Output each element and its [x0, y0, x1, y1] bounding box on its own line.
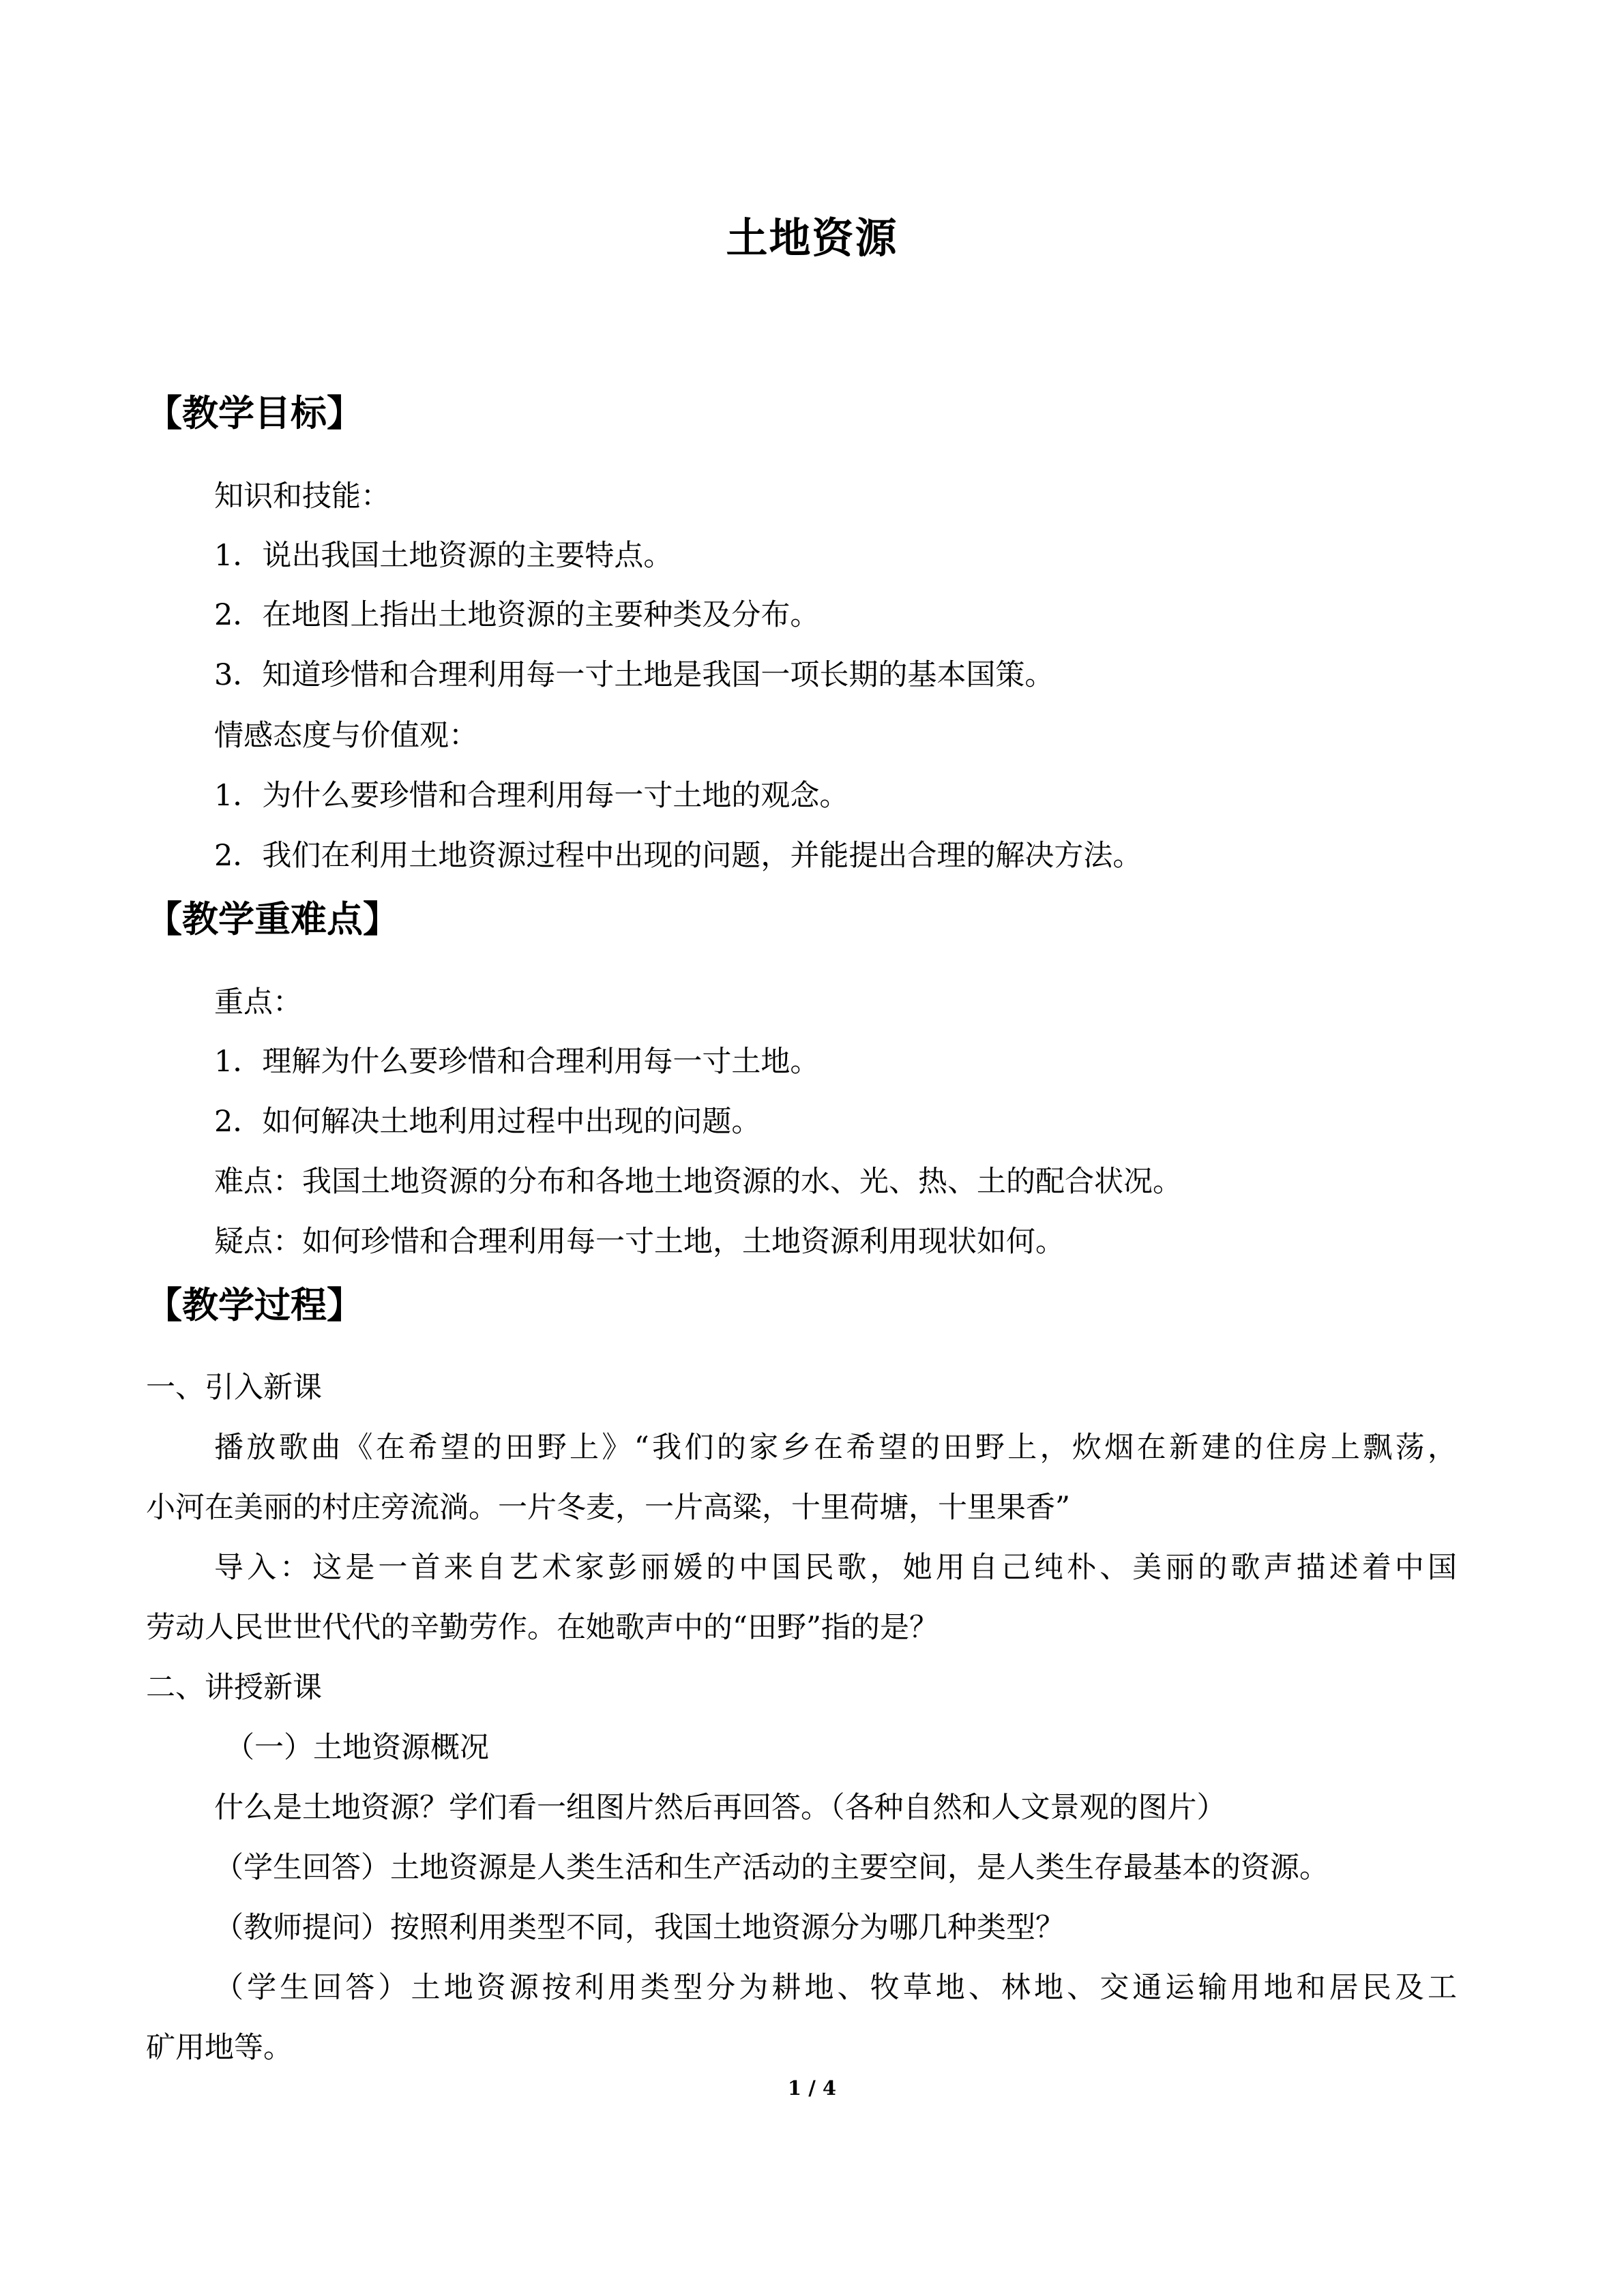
process-line: 一、引入新课: [146, 1371, 322, 1405]
objectives-line: 1．说出我国土地资源的主要特点。: [214, 539, 673, 573]
process-line: 播放歌曲《在希望的田野上》“我们的家乡在希望的田野上，炊烟在新建的住房上飘荡，: [214, 1431, 1457, 1465]
process-line: 导入：这是一首来自艺术家彭丽媛的中国民歌，她用自己纯朴、美丽的歌声描述着中国: [214, 1551, 1457, 1585]
process-line: 小河在美丽的村庄旁流淌。一片冬麦，一片高粱，十里荷塘，十里果香”: [146, 1491, 1070, 1525]
section-heading-process: 【教学过程】: [146, 1284, 363, 1326]
key-points-line: 2．如何解决土地利用过程中出现的问题。: [214, 1105, 761, 1139]
key-points-line: 重点：: [214, 985, 302, 1019]
key-points-line: 难点：我国土地资源的分布和各地土地资源的水、光、热、土的配合状况。: [214, 1165, 1182, 1199]
process-line: （教师提问）按照利用类型不同，我国土地资源分为哪几种类型？: [214, 1911, 1065, 1945]
process-line: 什么是土地资源？学们看一组图片然后再回答。（各种自然和人文景观的图片）: [214, 1791, 1226, 1825]
page-number: 1 / 4: [787, 2076, 837, 2100]
section-heading-objectives: 【教学目标】: [146, 392, 363, 434]
key-points-line: 1．理解为什么要珍惜和合理利用每一寸土地。: [214, 1045, 820, 1079]
objectives-line: 3．知道珍惜和合理利用每一寸土地是我国一项长期的基本国策。: [214, 658, 1054, 692]
process-line: 矿用地等。: [146, 2031, 293, 2065]
process-line: 劳动人民世世代代的辛勤劳作。在她歌声中的“田野”指的是？: [146, 1611, 939, 1645]
objectives-line: 1．为什么要珍惜和合理利用每一寸土地的观念。: [214, 779, 849, 813]
document-title: 土地资源: [726, 214, 898, 263]
objectives-line: 2．我们在利用土地资源过程中出现的问题，并能提出合理的解决方法。: [214, 839, 1142, 873]
process-line: （一）土地资源概况: [225, 1731, 489, 1765]
process-line: （学生回答）土地资源是人类生活和生产活动的主要空间，是人类生存最基本的资源。: [214, 1851, 1329, 1885]
section-heading-key-points: 【教学重难点】: [146, 898, 399, 940]
objectives-line: 情感态度与价值观：: [214, 719, 478, 753]
objectives-line: 2．在地图上指出土地资源的主要种类及分布。: [214, 598, 820, 632]
key-points-line: 疑点：如何珍惜和合理利用每一寸土地，土地资源利用现状如何。: [214, 1225, 1065, 1259]
objectives-line: 知识和技能：: [214, 479, 390, 513]
process-line: 二、讲授新课: [146, 1671, 322, 1705]
process-line: （学生回答）土地资源按利用类型分为耕地、牧草地、林地、交通运输用地和居民及工: [214, 1971, 1457, 2005]
